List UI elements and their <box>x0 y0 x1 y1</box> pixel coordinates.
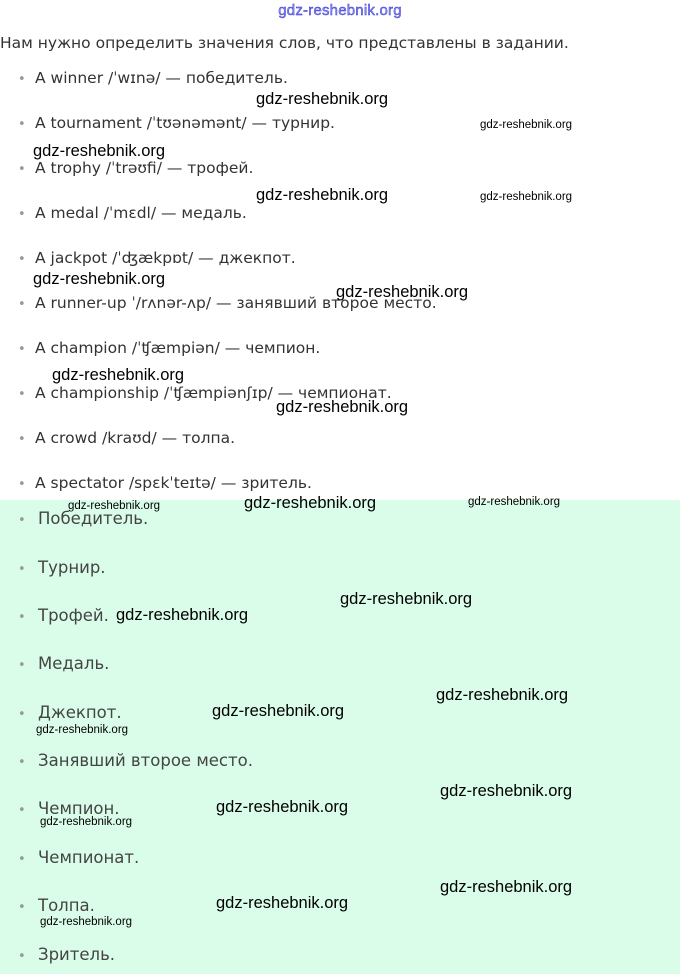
answer-text: Зритель. <box>38 945 116 964</box>
bullet-icon: • <box>18 252 26 267</box>
watermark: gdz-reshebnik.org <box>33 142 166 160</box>
answer-text: Победитель. <box>38 509 149 528</box>
vocab-text: A championship /ˈʧæmpiənʃɪp/ — чемпионат. <box>35 384 392 402</box>
intro-text: Нам нужно определить значения слов, что представлены в задании. <box>0 34 569 52</box>
answer-item <box>18 558 106 577</box>
vocab-text: A winner /ˈwɪnə/ — победитель. <box>35 69 288 87</box>
answer-item <box>18 509 148 528</box>
vocab-item-tournament <box>18 114 335 132</box>
bullet-icon: • <box>18 803 26 818</box>
vocab-item-crowd <box>18 429 235 447</box>
answer-item <box>18 848 139 867</box>
watermark: gdz-reshebnik.org <box>436 686 569 704</box>
watermark: gdz-reshebnik.org <box>212 702 345 720</box>
bullet-icon: • <box>18 513 26 528</box>
bullet-icon: • <box>18 117 26 132</box>
vocab-text: A spectator /spɛkˈteɪtə/ — зритель. <box>35 474 312 492</box>
vocab-item-runner-up <box>18 294 437 312</box>
watermark: gdz-reshebnik.org <box>40 816 133 828</box>
answer-text: Чемпион. <box>38 799 120 818</box>
answer-text: Занявший второе место. <box>38 751 253 770</box>
vocab-text: A trophy /ˈtrəʊfi/ — трофей. <box>35 159 254 177</box>
answer-item <box>18 606 109 625</box>
watermark: gdz-reshebnik.org <box>276 398 409 416</box>
vocab-text: A jackpot /ˈʤækpɒt/ — джекпот. <box>35 249 296 267</box>
watermark: gdz-reshebnik.org <box>480 191 573 203</box>
answer-item <box>18 896 95 915</box>
answer-panel <box>0 500 680 974</box>
bullet-icon: • <box>18 852 26 867</box>
watermark: gdz-reshebnik.org <box>256 90 389 108</box>
bullet-icon: • <box>18 562 26 577</box>
answer-text: Чемпионат. <box>38 848 140 867</box>
answer-item <box>18 654 109 673</box>
watermark: gdz-reshebnik.org <box>244 494 377 512</box>
watermark: gdz-reshebnik.org <box>116 606 249 624</box>
bullet-icon: • <box>18 707 26 722</box>
watermark: gdz-reshebnik.org <box>40 916 133 928</box>
vocab-text: A medal /ˈmɛdl/ — медаль. <box>35 204 247 222</box>
watermark: gdz-reshebnik.org <box>36 724 129 736</box>
bullet-icon: • <box>18 755 26 770</box>
watermark: gdz-reshebnik.org <box>440 782 573 800</box>
vocab-text: A tournament /ˈtʊənəmənt/ — турнир. <box>35 114 335 132</box>
answer-text: Джекпот. <box>38 703 122 722</box>
bullet-icon: • <box>18 297 26 312</box>
bullet-icon: • <box>18 342 26 357</box>
bullet-icon: • <box>18 949 26 964</box>
bullet-icon: • <box>18 432 26 447</box>
site-watermark-header: gdz-reshebnik.org <box>278 2 402 19</box>
vocab-item-trophy <box>18 159 253 177</box>
vocab-text: A crowd /kraʊd/ — толпа. <box>35 429 236 447</box>
vocab-text: A champion /ˈʧæmpiən/ — чемпион. <box>35 339 321 357</box>
vocab-text: A runner-up ˈ/rʌnər-ʌp/ — занявший второе место. <box>35 294 437 312</box>
watermark: gdz-reshebnik.org <box>52 366 185 384</box>
vocab-item-winner <box>18 69 288 87</box>
watermark: gdz-reshebnik.org <box>216 894 349 912</box>
answer-text: Турнир. <box>38 558 106 577</box>
bullet-icon: • <box>18 900 26 915</box>
watermark: gdz-reshebnik.org <box>216 798 349 816</box>
vocab-item-spectator <box>18 474 312 492</box>
bullet-icon: • <box>18 610 26 625</box>
answer-item <box>18 703 122 722</box>
answer-item <box>18 751 253 770</box>
watermark: gdz-reshebnik.org <box>468 496 561 508</box>
watermark: gdz-reshebnik.org <box>68 500 161 512</box>
watermark: gdz-reshebnik.org <box>480 119 573 131</box>
watermark: gdz-reshebnik.org <box>256 186 389 204</box>
answer-item <box>18 945 115 964</box>
bullet-icon: • <box>18 207 26 222</box>
bullet-icon: • <box>18 387 26 402</box>
answer-text: Медаль. <box>38 654 110 673</box>
bullet-icon: • <box>18 72 26 87</box>
watermark: gdz-reshebnik.org <box>340 590 473 608</box>
watermark: gdz-reshebnik.org <box>336 283 469 301</box>
watermark: gdz-reshebnik.org <box>33 270 166 288</box>
bullet-icon: • <box>18 162 26 177</box>
vocab-item-champion <box>18 339 320 357</box>
vocab-item-jackpot <box>18 249 296 267</box>
answer-item <box>18 799 120 818</box>
answer-text: Толпа. <box>38 896 95 915</box>
watermark: gdz-reshebnik.org <box>440 878 573 896</box>
answer-text: Трофей. <box>38 606 109 625</box>
bullet-icon: • <box>18 658 26 673</box>
bullet-icon: • <box>18 477 26 492</box>
vocab-item-championship <box>18 384 392 402</box>
vocab-item-medal <box>18 204 247 222</box>
